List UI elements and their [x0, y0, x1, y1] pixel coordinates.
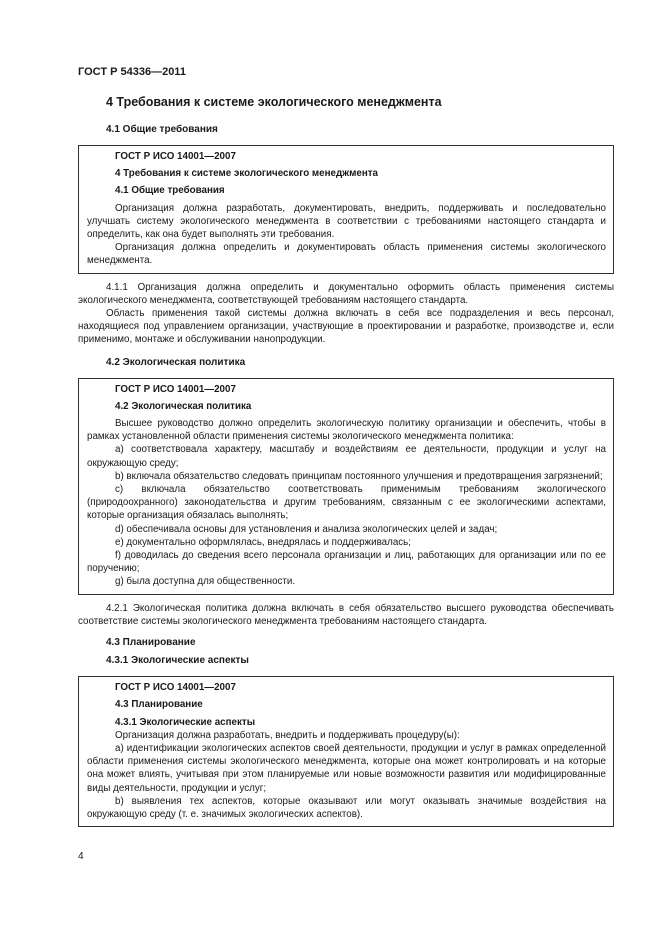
subsection-4-1-title: 4.1 Общие требования: [106, 124, 218, 135]
quote-box-4-1: [78, 145, 614, 274]
box1-paragraph-1: Организация должна разработать, документировать, внедрить, поддерживать и последовательно улучшать систему экологического менеджмента в соответствии с требованиями настоящего стандарта и определить, как она будет выполнять эти требования.: [87, 202, 606, 241]
box2-intro: Высшее руководство должно определить экологическую политику организации и обеспечить, чтобы в рамках установленной области применения системы экологического менеджмента политика:: [87, 418, 606, 443]
box3-standard: ГОСТ Р ИСО 14001—2007: [115, 682, 236, 694]
box2-standard: ГОСТ Р ИСО 14001—2007: [115, 383, 236, 395]
box2-item-g: g) была доступна для общественности.: [115, 576, 296, 588]
subsection-4-3-1-title: 4.3.1 Экологические аспекты: [106, 655, 249, 667]
subsection-4-3-title: 4.3 Планирование: [106, 637, 196, 649]
quote-box-4-2: [78, 378, 614, 595]
box1-standard: ГОСТ Р ИСО 14001—2007: [115, 151, 236, 162]
box2-item-d: d) обеспечивала основы для установления и анализа экологических целей и задач;: [115, 523, 498, 535]
box2-item-a: a) соответствовала характеру, масштабу и воздействиям ее деятельности, продукции и услуг на окружающую среду;: [87, 444, 606, 469]
box3-intro: Организация должна разработать, внедрить и поддерживать процедуру(ы):: [115, 729, 460, 741]
quote-box-4-3: [78, 676, 614, 827]
box2-item-f: f) доводилась до сведения всего персонала организации и лиц, работающих для организации или по ее поручению;: [87, 550, 606, 575]
page-number: 4: [78, 851, 84, 862]
box3-item-a: a) идентификации экологических аспектов своей деятельности, продукции и услуг в рамках определенной области применения системы экологического менеджмента, которые она может контролировать и на которые она может влиять, учитывая при этом планируемые или новые возможности развития или модифицированные виды деятельности, продукции и услуг;: [87, 742, 606, 794]
box1-heading-4-1: 4.1 Общие требования: [115, 185, 225, 197]
box2-item-b: b) включала обязательство следовать принципам постоянного улучшения и предотвращения загрязнений;: [115, 470, 603, 482]
box1-heading-4: 4 Требования к системе экологического менеджмента: [115, 168, 378, 180]
paragraph-4-1-1: 4.1.1 Организация должна определить и документально оформить область применения системы экологического менеджмента, соответствующей требованиям настоящего стандарта.: [78, 281, 614, 306]
box1-paragraph-2: Организация должна определить и документировать область применения системы экологического менеджмента.: [87, 242, 606, 267]
box2-item-e: e) документально оформлялась, внедрялась и поддерживалась;: [115, 536, 411, 548]
document-header: ГОСТ Р 54336—2011: [78, 66, 186, 78]
box2-item-c: c) включала обязательство соответствовать применимым требованиям экологического (природоохранного) законодательства и другим требованиям, связанным с ее экологическими аспектами, которые организация обязалась выполнять;: [87, 484, 606, 522]
paragraph-4-2-1: 4.2.1 Экологическая политика должна включать в себя обязательство высшего руководства обеспечивать соответствие системы экологического менеджмента требованиям настоящего стандарта.: [78, 602, 614, 627]
paragraph-4-1-1-scope: Область применения такой системы должна включать в себя все подразделения и весь персонал, находящиеся под управлением организации, участвующие в проектировании и разработке, производстве и, если применимо, монтаже и обслуживании нанопродукции.: [78, 308, 614, 346]
box2-heading: 4.2 Экологическая политика: [115, 400, 252, 412]
box3-item-b: b) выявления тех аспектов, которые оказывают или могут оказывать значимые воздействия на окружающую среду (т. е. значимых экологических аспектов).: [87, 795, 606, 820]
section-title: 4 Требования к системе экологического менеджмента: [106, 95, 442, 109]
box3-heading-4-3: 4.3 Планирование: [115, 699, 203, 711]
subsection-4-2-title: 4.2 Экологическая политика: [106, 356, 246, 368]
page-content: [78, 94, 614, 827]
box3-heading-4-3-1: 4.3.1 Экологические аспекты: [115, 716, 256, 728]
